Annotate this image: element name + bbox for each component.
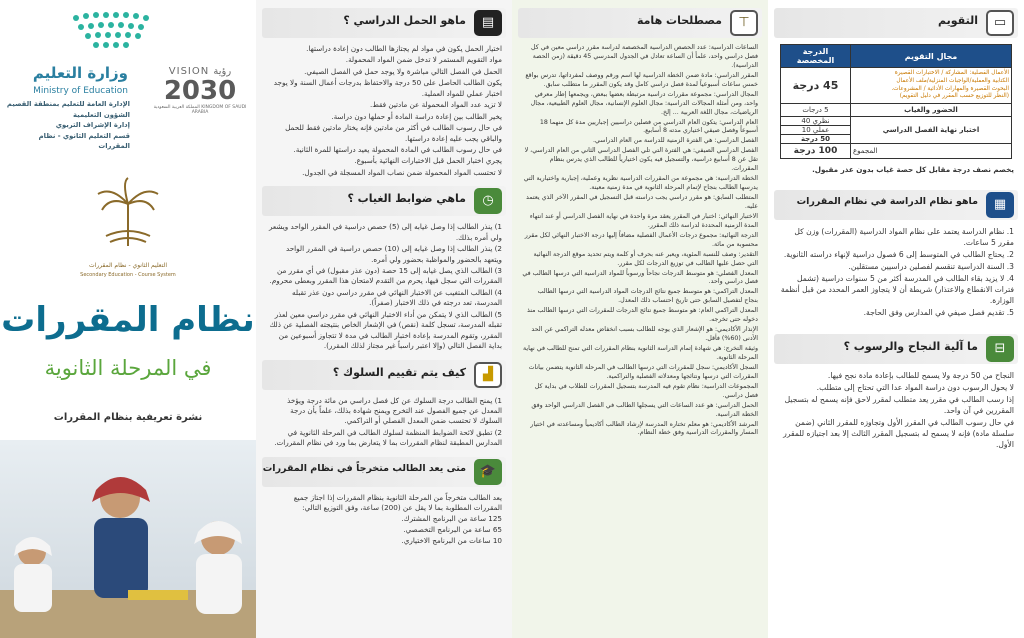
graduate-title: متى يعد الطالب متخرجاً في نظام المقررات: [262, 462, 466, 474]
list-item: يجري اختبار الحمل قبل الاختبارات النهائية بأسبوع.: [354, 156, 502, 166]
eval-header: [774, 8, 1018, 38]
graduate-intro: يعد الطالب متخرجاً من المرحلة الثانوية بنظام المقررات إذا اجتاز جميع المقررات المطلوبة بما لا يقل عن (200) ساعة، وفق التوزيع التالي:: [293, 492, 502, 513]
cover-tagline: نشرة تعريفية بنظام المقررات: [53, 412, 203, 423]
signpost-icon: ⊤: [730, 10, 758, 36]
absence-list: [256, 222, 512, 351]
list-item: الساعات الدراسية: عدد الحصص الدراسية المخصصة لدراسة مقرر دراسي معين في كل فصل دراسي واحد، علماً أن الساعة تعادل في الجدول المدرسي 45 دقيقة (زمن الحصة الدراسية).: [530, 44, 758, 69]
list-item: في حال رسوب الطالب في المقرر الأول وتجاوزه للمقرر الثاني (ضمن سلسلة مادة) فإنه لا يسمح له بتسجيل المقرر الثالث إلا بعد اجتيازه للمقرر الأول.: [783, 417, 1014, 449]
list-item: 2. يحتاج الطالب في المتوسط إلى 6 فصول دراسية لإنهاء دراسته الثانوية.: [783, 249, 1014, 259]
students-photo: [0, 440, 256, 638]
list-item: 125 ساعة من البرنامج المشترك.: [401, 513, 502, 523]
books-icon: ▤: [474, 10, 502, 36]
list-item: المتطلب السابق: هو مقرر دراسي يجب دراسته قبل التسجيل في المقرر الآخر الذي يعتمد عليه.: [525, 194, 758, 210]
vision-logo: [150, 66, 250, 116]
eval-area-1: [851, 68, 1012, 104]
pass-list: [768, 370, 1024, 450]
list-item: يكون الطالب الحاصل على 50 درجة والاحتفاظ بدرجات أعمال السنة ولا يوجد اختبار عملي للمواد العملية.: [273, 78, 502, 98]
eval-area-2: الحضور والغياب: [851, 104, 1012, 117]
eval-table-wrap: [768, 44, 1024, 159]
eval-area-3: اختبار نهاية الفصل الدراسي: [851, 117, 1012, 144]
system-title: ماهو نظام الدراسة في نظام المقررات: [796, 195, 978, 207]
list-item: المعدل التراكمي العام: هو متوسط جميع نتائج الدرجات للمقررات التي درسها الطالب منذ دخوله حتى تخرجه.: [526, 307, 758, 324]
eval-head-score: الدرجة المخصصة: [781, 45, 851, 68]
graduate-list: [256, 514, 512, 547]
area-line: (النظر للتوزيع حسب المقرر في دليل التقويم): [899, 93, 1009, 100]
graduate-header: [262, 457, 506, 487]
emblem-caption-en: Secondary Education - Course System: [80, 272, 176, 278]
cover-subtitle: في المرحلة الثانوية: [44, 356, 212, 380]
ministry-name-en: Ministry of Education: [33, 86, 128, 96]
eval-title: التقويم: [938, 14, 978, 27]
list-item: 2) ينذر الطالب إذا وصل غيابه إلى (10) حصص دراسية في المقرر الواحد ويتعهد بالحضور والمواظبة بحضور ولي أمره.: [285, 244, 502, 264]
eval-score-3: [781, 117, 851, 144]
area-line: الكتابية والعملية/الواجبات المنزلية/ملف الأعمال: [896, 77, 1009, 84]
list-item: 5) الطالب الذي لا يتمكن من أداء الاختبار النهائي في مقرر دراسي معين لعذر تقبله المدرسة، تسجل كلمة (نقص) في الإشعار الخاص بنتيجته الفصلية عن ذلك المقرر، وتقوم المدرسة بإعادة اختبار الطالب في مدة لا تتجاوز أسبوعين من بداية الفصل التالي (وإلا اعتبر راسباً غير مجتاز لذلك المقرر).: [269, 309, 502, 351]
list-item: 1. نظام الدراسة يعتمد على نظام المواد الدراسية (المقررات) وزن كل مقرر 5 ساعات.: [794, 226, 1014, 247]
load-header: [262, 8, 506, 38]
list-item: لا تحتسب المواد المحمولة ضمن نصاب المواد المسجلة في الجدول.: [302, 167, 502, 177]
list-item: 1) يمنح الطالب درجة السلوك عن كل فصل دراسي من مائة درجة ويؤخذ المعدل عن جميع الفصول عند التخرج ويمنح شهادة بذلك، علماً بأن درجة السلوك لا تحتسب ضمن المعدل الفصلي أو التراكمي.: [287, 395, 502, 426]
moe-logo-icon: [66, 8, 162, 52]
column-four: [768, 0, 1024, 638]
graduation-cap-icon: 🎓: [474, 459, 502, 485]
list-item: 5. تقديم فصل صيفي في المدارس وفق الحاجة.: [863, 307, 1014, 317]
eval-score-3a: نظري 40: [781, 117, 850, 126]
list-item: الفصل الدراسي الصيفي: هي الفترة التي تلي الفصل الدراسي الثاني من العام الدراسي، لا تقل عن 8 أسابيع دراسية، والتسجيل فيه يكون اختيارياً للطالب الذي يدرس بنظام المقررات.: [524, 147, 758, 173]
ministry-name-ar: وزارة التعليم: [32, 64, 128, 82]
terms-list: [512, 44, 768, 438]
system-header: [774, 190, 1018, 220]
bar-chart-icon: ▟: [474, 362, 502, 388]
list-item: الحمل في الفصل التالي مباشرة ولا يوجد حمل في الفصل الصيفي.: [304, 66, 502, 76]
certificate-icon: ▭: [986, 10, 1014, 36]
absence-title: ماهي ضوابط الغياب ؟: [347, 192, 466, 206]
area-line: الأعمال الفصلية: المشاركة / الاختبارات القصيرة: [894, 70, 1009, 76]
list-item: الحمل الدراسي: هو عدد الساعات التي يسجلها الطالب في الفصل الدراسي الواحد وفق الخطة الدراسية.: [531, 401, 758, 418]
terms-header: [518, 8, 762, 38]
vision-label: VISION رؤية: [168, 66, 232, 77]
list-item: المعدل الفصلي: هو متوسط الدرجات نجاحاً ورسوباً للمواد الدراسية التي درسها الطالب في فصل دراسي واحد.: [522, 269, 758, 286]
clock-icon: ◷: [474, 188, 502, 214]
admin-lines: [6, 99, 130, 152]
list-item: الفصل الدراسي: هي الفترة الزمنية للدراسة من العام الدراسي.: [592, 137, 758, 145]
area-line: البحوث القصيرة والمهارات الأدائية / المشروعات.: [891, 85, 1009, 92]
list-item: التقدير: وصف للنسبة المئوية، ويعبر عنه بحرف أو كلمة ويتم تحديد موقع الدرجة النهائية التي حصل عليها الطالب في توزيع الدرجات لكل مقرر.: [533, 250, 758, 267]
conduct-header: [262, 360, 506, 390]
eval-score-3: 50 درجة: [800, 135, 831, 144]
admin-line: إدارة الإشراف التربوي: [55, 121, 130, 130]
list-item: المرشد الأكاديمي: هو معلم تختاره المدرسة لإرشاد الطالب أكاديمياً ومساعدته في اختيار المسار والمقررات الدراسية وفق خطة النظام.: [530, 420, 758, 437]
eval-table: [780, 44, 1012, 159]
list-item: النجاح من 50 درجة ولا يسمح للطالب بإعادة مادة نجح فيها.: [827, 370, 1014, 380]
eval-score-1: 45 درجة: [781, 68, 851, 104]
list-item: المجال الدراسي: مجموعة مقررات دراسية مرتبطة بعضها ببعض، ويجمعها إطار معرفي واحد، ومن أمثلة المجالات الدراسية: مجال العلوم الإنسانية، مجال العلوم الطبيعية، مجال الرياضيات، مجال اللغة العربية ... إلخ.: [530, 90, 758, 116]
admin-line: الشؤون التعليمية: [73, 110, 130, 119]
list-item: الإنذار الأكاديمي: هو الإشعار الذي يوجه للطالب بسبب انخفاض معدله التراكمي عن الحد الأدنى (60%) فأقل.: [531, 326, 758, 343]
list-item: الخطة الدراسية: هي مجموعة من المقررات الدراسية نظرية وعملية، إجبارية واختيارية التي يدرسها الطالب بنجاح لإتمام المرحلة الثانوية في مدة زمنية معينة.: [523, 175, 758, 192]
admin-line: قسم التعليم الثانوي - نظام المقررات: [38, 131, 130, 151]
eval-score-3b: عملي 10: [781, 126, 850, 135]
load-list: [256, 44, 512, 178]
list-item: 1) ينذر الطالب إذا وصل غيابه إلى (5) حصص دراسية في المقرر الواحد ويشعر ولي أمره بذلك.: [268, 222, 502, 242]
list-item: إذا رسب الطالب في مقرر يعد متطلب لمقرر لاحق فإنه يسمح له بتسجيل المقررين في آن واحد.: [784, 394, 1014, 415]
conduct-title: كيف يتم تقييم السلوك ؟: [332, 365, 466, 379]
list-item: 4) الطالب المتغيب عن الاختبار النهائي في مقرر دراسي دون عذر تقبله المدرسة، تعد درجته في ذلك الاختبار (صفراً).: [292, 287, 502, 308]
cover-panel: [0, 0, 256, 638]
column-three: [512, 0, 768, 638]
admin-line: الإدارة العامة للتعليم بمنطقة القصيم: [6, 100, 130, 108]
pass-header: [774, 334, 1018, 364]
list-item: يخير الطالب بين إعادة دراسة المادة أو حملها دون دراسة.: [331, 111, 502, 121]
list-item: 4. لا يزيد بقاء الطالب في المدرسة أكثر من 5 سنوات دراسية (تشمل فترات الانقطاع والاعتذار) شريطة أن لا يتجاوز العمر المحدد من قبل أنظمة الوزارة.: [780, 273, 1014, 305]
eval-note: يخصم نصف درجة مقابل كل حصة غياب بدون عذر مقبول.: [812, 165, 1014, 175]
list-item: 3. السنة الدراسية تنقسم لفصلين دراسيين مستقلين.: [848, 261, 1014, 271]
terms-title: مصطلحات هامة: [636, 14, 722, 27]
list-item: 65 ساعة من البرنامج التخصصي.: [403, 525, 502, 534]
column-two: [256, 0, 512, 638]
list-item: 10 ساعات من البرنامج الاختياري.: [401, 536, 502, 546]
list-item: 3) الطالب الذي يصل غيابه إلى 15 حصة (دون عذر مقبول) في أي مقرر من المقررات التي سجل فيها، يحرم من التقدم لامتحان هذا المقرر وبعطى محروم.: [269, 266, 502, 286]
list-item: اختيار الحمل يكون في مواد لم يجتازها الطالب دون إعادة دراستها.: [306, 44, 502, 53]
vision-year: 2030: [163, 76, 237, 106]
list-item: السجل الأكاديمي: سجل للمقررات التي درسها الطالب في المرحلة الثانوية يتضمن بيانات المقررات التي درسها ونتائجها ومعدلاته الفصلية والتراكمية.: [528, 363, 758, 380]
list-item: في حال رسوب الطالب في المادة المحمولة يعيد دراستها للمرة الثانية.: [293, 144, 502, 154]
list-item: المقرر الدراسي: مادة ضمن الخطة الدراسية لها اسم ورقم ووصف لمفرداتها، تدرس بواقع خمس ساعات أسبوعياً لمدة فصل دراسي كامل وقد يكون المقرر ما متطلب سابق.: [525, 71, 758, 88]
list-item: مواد التقويم المستمر لا تدخل ضمن المواد المحمولة.: [345, 55, 502, 65]
list-item: المجموعات الدراسية: نظام تقوم فيه المدرسة بتسجيل المقررات للطلاب في بداية كل فصل دراسي.: [534, 382, 758, 399]
list-item: الاختبار النهائي: اختبار في المقرر يعقد مرة واحدة في نهاية الفصل الدراسي أو عند انتهاء المدة الزمنية المحددة لدراسة ذلك المقرر.: [529, 212, 758, 229]
load-title: ماهو الحمل الدراسي ؟: [343, 14, 466, 27]
clipboard-icon: ▦: [986, 192, 1014, 218]
list-item: العام الدراسي: يتكون العام الدراسي من فصلين دراسيين إجباريين مدة كل منهما 18 أسبوعاً وفصل صيفي اختياري مدته 8 أسابيع.: [539, 118, 758, 135]
eval-head-area: مجال التقويم: [851, 45, 1012, 68]
list-item: 2) تطبق لائحة الضوابط المنظمة لسلوك الطالب في المرحلة الثانوية في المدارس المطبقة لنظام المقررات بما لا يتعارض بما ورد في نظام المقررات.: [274, 427, 502, 448]
list-item: لا تزيد عدد المواد المحمولة عن مادتين فقط.: [369, 100, 502, 110]
list-item: وثيقة التخرج: هي شهادة إتمام الدراسة الثانوية بنظام المقررات التي تمنح للطالب في نهاية المرحلة الثانوية.: [523, 345, 758, 361]
list-item: في حال رسوب الطالب في أكثر من مادتين فإنه يختار مادتين فقط للحمل والباقي يجب عليه إعادة دراستها.: [285, 123, 502, 143]
cover-title: نظام المقررات: [1, 300, 255, 340]
diploma-icon: ⊟: [986, 336, 1014, 362]
list-item: لا يحول الرسوب دون دراسة المواد عدا التي تحتاج إلى متطلب.: [816, 382, 1014, 392]
pass-title: ما آلية النجاح والرسوب ؟: [843, 339, 978, 353]
palm-emblem-icon: [92, 176, 164, 256]
emblem-caption-ar: التعليم الثانوي - نظام المقررات: [88, 262, 168, 269]
eval-score-2: 5 درجات: [781, 104, 851, 117]
vision-country: المملكة العربية السعودية KINGDOM OF SAUDI ARABIA: [153, 105, 247, 116]
absence-header: [262, 186, 506, 216]
eval-total-label: المجموع: [851, 144, 1012, 159]
system-list: [768, 226, 1024, 318]
list-item: الدرجة النهائية: مجموع درجات الأعمال الفصلية مضافاً إليها درجة الاختبار النهائي لكل مقرر محسوبة من مائة.: [524, 231, 758, 248]
conduct-list: [256, 396, 512, 449]
eval-total: 100 درجة: [781, 144, 851, 159]
list-item: المعدل التراكمي: هو متوسط جميع نتائج الدرجات المواد الدراسية التي درسها الطالب بنجاح لتفصيل السابق حتى تاريخ احتساب ذلك المعدل.: [537, 288, 758, 305]
